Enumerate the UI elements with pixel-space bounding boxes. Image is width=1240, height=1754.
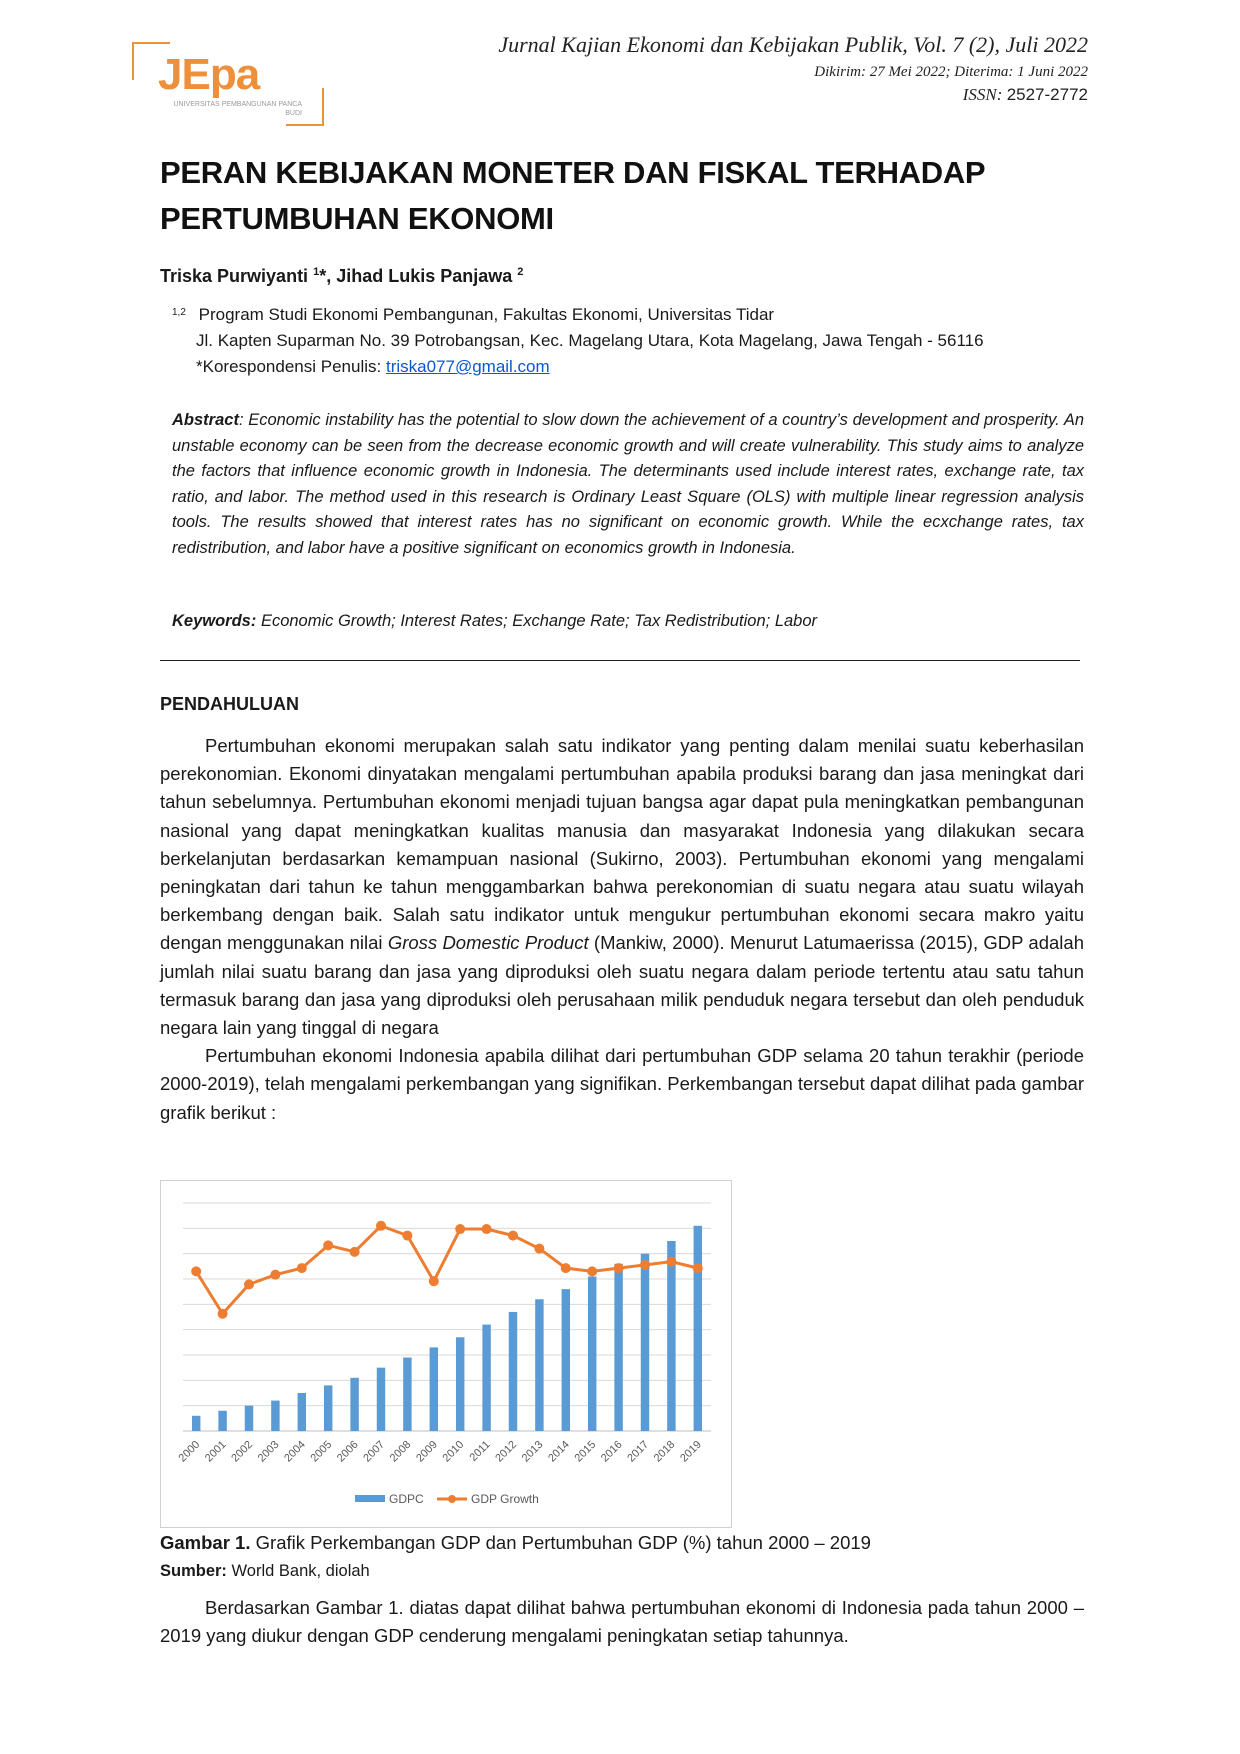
x-tick-2008: 2008: [387, 1438, 414, 1465]
x-tick-2014: 2014: [546, 1438, 572, 1465]
growth-point-2010: [455, 1224, 465, 1234]
legend-gdpc-swatch: [355, 1495, 385, 1502]
affiliation: [172, 302, 984, 380]
keywords: [172, 612, 817, 631]
bar-2013: [535, 1299, 543, 1431]
growth-point-2004: [297, 1263, 307, 1273]
growth-point-2012: [508, 1231, 518, 1241]
figure-source: [160, 1562, 370, 1581]
bar-2011: [482, 1325, 490, 1431]
bar-2005: [324, 1385, 332, 1431]
growth-point-2007: [376, 1221, 386, 1231]
growth-point-2006: [350, 1247, 360, 1257]
bar-2006: [350, 1378, 358, 1431]
growth-point-2000: [191, 1266, 201, 1276]
email-link[interactable]: triska077@gmail.com: [385, 357, 550, 376]
source-text: World Bank, diolah: [226, 1562, 370, 1580]
x-axis-labels: [177, 1439, 704, 1465]
chart-grid: [183, 1203, 711, 1431]
bar-2018: [667, 1241, 675, 1431]
logo-wordmark: JEpa: [158, 50, 260, 99]
x-tick-2007: 2007: [361, 1438, 388, 1465]
x-tick-2016: 2016: [598, 1438, 625, 1465]
paragraph-2: Pertumbuhan ekonomi Indonesia apabila dilihat dari pertumbuhan GDP selama 20 tahun terakhir (periode 2000-2019), telah mengalami perkembangan yang signifikan. Perkembangan tersebut dapat dilihat pada gambar grafik berikut :: [160, 1045, 1084, 1123]
bar-2004: [298, 1393, 306, 1431]
abstract-text: : Economic instability has the potential to slow down the achievement of a country’s development and prosperity. An unstable economy can be seen from the decrease economic growth and will create vulnerability. This study aims to analyze the factors that influence economic growth in Indonesia. The determinants used include interest rates, exchange rate, tax ratio, and labor. The method used in this research is Ordinary Least Square (OLS) with multiple linear regression analysis tools. The results showed that interest rates has no significant on economic growth. While the ecxchange rates, tax redistribution, and labor have a positive significant on economics growth in Indonesia.: [172, 411, 1084, 557]
legend-gdpc-label: GDPC: [389, 1492, 424, 1506]
bar-2008: [403, 1358, 411, 1431]
source-label: Sumber:: [160, 1562, 227, 1580]
growth-point-2002: [244, 1279, 254, 1289]
paragraph-1-italic: Gross Domestic Product: [387, 932, 589, 954]
growth-point-2014: [561, 1263, 571, 1273]
x-tick-2003: 2003: [255, 1438, 282, 1465]
abstract-label: Abstract: [172, 411, 239, 429]
journal-name: Jurnal Kajian Ekonomi dan Kebijakan Publik, Vol. 7 (2), Juli 2022: [498, 32, 1088, 57]
paragraph-1-a: Pertumbuhan ekonomi merupakan salah satu indikator yang penting dalam menilai suatu keberhasilan perekonomian. Ekonomi dinyatakan mengalami pertumbuhan apabila produksi barang dan jasa meningkat dari tahun sebelumnya. Pertumbuhan ekonomi menjadi tujuan bangsa agar dapat pula meningkatkan pembangunan nasional yang dapat meningkatkan kualitas manusia dan masyarakat Indonesia yang dilakukan secara berkelanjutan berdasarkan kemampuan nasional (Sukirno, 2003). Pertumbuhan ekonomi yang mengalami peningkatan dari tahun ke tahun menggambarkan bahwa perekonomian di suatu negara atau suatu wilayah berkembang dengan baik. Salah satu indikator untuk mengukur pertumbuhan ekonomi secara makro yaitu dengan menggunakan nilai: [160, 735, 1084, 954]
growth-point-2015: [587, 1266, 597, 1276]
growth-point-2008: [402, 1231, 412, 1241]
legend-growth-marker: [448, 1495, 456, 1503]
growth-point-2019: [693, 1263, 703, 1273]
growth-point-2001: [218, 1309, 228, 1319]
gdp-chart: [160, 1180, 732, 1528]
affiliation-line-2: Jl. Kapten Suparman No. 39 Potrobangsan, Kec. Magelang Utara, Kota Magelang, Jawa Tengah - 56116: [196, 331, 984, 350]
bar-2010: [456, 1337, 464, 1431]
chart-svg: [161, 1181, 731, 1527]
paragraph-1-b: (Mankiw, 2000). Menurut Latumaerissa (2015), GDP adalah jumlah nilai suatu barang dan jasa yang diproduksi oleh suatu negara dalam periode tertentu atau satu tahun termasuk barang dan jasa yang diproduksi oleh perusahaan milik penduduk negara tersebut dan oleh penduduk negara lain yang tinggal di negara: [160, 932, 1084, 1039]
body-after-figure: [160, 1594, 1084, 1650]
caption-text: Grafik Perkembangan GDP dan Pertumbuhan GDP (%) tahun 2000 – 2019: [250, 1532, 871, 1553]
paper-title: [160, 150, 1100, 242]
submission-dates: Dikirim: 27 Mei 2022; Diterima: 1 Juni 2022: [814, 64, 1088, 80]
paragraph-1: [160, 732, 1084, 1042]
growth-point-2016: [614, 1263, 624, 1273]
growth-point-2005: [323, 1240, 333, 1250]
abstract: [172, 408, 1084, 561]
issn-number: 2527-2772: [1006, 85, 1088, 104]
intro-body: [160, 732, 1084, 1127]
growth-point-2017: [640, 1260, 650, 1270]
bar-2016: [614, 1264, 622, 1431]
correspondence: [172, 354, 984, 380]
author-list: [160, 266, 523, 287]
divider: [160, 660, 1080, 661]
x-tick-2002: 2002: [229, 1438, 256, 1465]
figure-caption: [160, 1532, 871, 1554]
journal-header: [498, 32, 1088, 105]
paragraph-3: Berdasarkan Gambar 1. diatas dapat dilihat bahwa pertumbuhan ekonomi di Indonesia pada tahun 2000 – 2019 yang diukur dengan GDP cenderung mengalami peningkatan setiap tahunnya.: [160, 1597, 1084, 1647]
bar-2002: [245, 1406, 253, 1431]
x-tick-2005: 2005: [308, 1438, 335, 1465]
journal-logo: [132, 42, 324, 126]
x-tick-2015: 2015: [572, 1438, 599, 1465]
section-heading: PENDAHULUAN: [160, 694, 299, 714]
x-tick-2009: 2009: [414, 1438, 440, 1465]
author-1: Triska Purwiyanti: [160, 266, 314, 286]
growth-point-2011: [482, 1224, 492, 1234]
x-tick-2010: 2010: [440, 1438, 467, 1465]
bar-2003: [271, 1401, 279, 1431]
x-tick-2012: 2012: [493, 1438, 520, 1465]
affiliation-sup: 1,2: [172, 307, 186, 318]
growth-point-2009: [429, 1276, 439, 1286]
x-tick-2011: 2011: [467, 1438, 493, 1464]
title-line-2: PERTUMBUHAN EKONOMI: [160, 201, 554, 236]
author-1-sup: 1: [313, 266, 320, 278]
issn: [498, 85, 1088, 105]
bar-2017: [641, 1254, 649, 1431]
affiliation-line-1: Program Studi Ekonomi Pembangunan, Fakultas Ekonomi, Universitas Tidar: [198, 305, 775, 324]
chart-legend: [355, 1492, 539, 1506]
x-tick-2018: 2018: [651, 1438, 678, 1465]
x-tick-2006: 2006: [334, 1438, 361, 1465]
author-2: Jihad Lukis Panjawa: [336, 266, 518, 286]
x-tick-2019: 2019: [678, 1438, 704, 1465]
issn-label: ISSN:: [962, 85, 1007, 104]
correspondence-label: *Korespondensi Penulis:: [196, 357, 386, 376]
author-2-sup: 2: [517, 266, 524, 278]
logo-subtitle: UNIVERSITAS PEMBANGUNAN PANCA BUDI: [173, 101, 302, 117]
keywords-text: Economic Growth; Interest Rates; Exchange Rate; Tax Redistribution; Labor: [256, 612, 818, 630]
bar-2007: [377, 1368, 385, 1431]
keywords-label: Keywords:: [172, 612, 257, 630]
legend-growth-label: GDP Growth: [471, 1492, 539, 1506]
bar-2001: [218, 1411, 226, 1431]
growth-point-2018: [666, 1257, 676, 1267]
title-line-1: PERAN KEBIJAKAN MONETER DAN FISKAL TERHADAP: [160, 155, 986, 190]
x-tick-2013: 2013: [519, 1438, 546, 1465]
bar-2014: [562, 1289, 570, 1431]
x-tick-2004: 2004: [282, 1438, 308, 1465]
bar-2015: [588, 1276, 596, 1431]
corresponding-mark: *,: [319, 266, 337, 286]
growth-point-2013: [534, 1244, 544, 1254]
x-tick-2001: 2001: [202, 1438, 229, 1465]
x-tick-2000: 2000: [176, 1438, 203, 1465]
bar-2009: [430, 1347, 438, 1431]
growth-point-2003: [270, 1270, 280, 1280]
bar-2019: [694, 1226, 702, 1431]
bar-2012: [509, 1312, 517, 1431]
bar-2000: [192, 1416, 200, 1431]
caption-label: Gambar 1.: [160, 1532, 251, 1553]
x-tick-2017: 2017: [625, 1438, 652, 1465]
